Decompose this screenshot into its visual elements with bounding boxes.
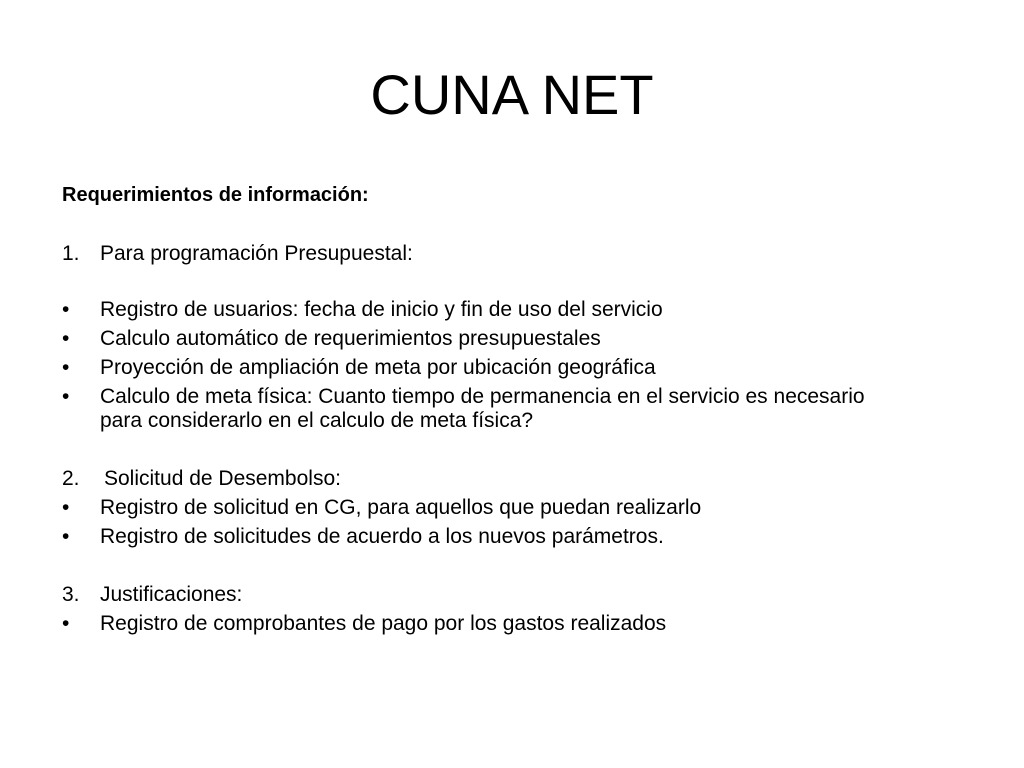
section-title: Justificaciones:: [100, 583, 243, 606]
bullet-icon: •: [62, 385, 70, 408]
bullet-icon: •: [62, 496, 70, 519]
section-title: Solicitud de Desembolso:: [104, 467, 341, 490]
section-title: Para programación Presupuestal:: [100, 242, 413, 265]
bullet-icon: •: [62, 525, 70, 548]
list-item-text: Registro de solicitudes de acuerdo a los nuevos parámetros.: [100, 525, 664, 548]
bullet-icon: •: [62, 356, 70, 379]
section-number: 3.: [62, 583, 80, 606]
requirements-subheading: Requerimientos de información:: [62, 184, 369, 206]
list-item-text: Calculo de meta física: Cuanto tiempo de permanencia en el servicio es necesario para considerarlo en el calculo de meta física?: [100, 385, 865, 432]
bullet-icon: •: [62, 327, 70, 350]
list-item-text: Proyección de ampliación de meta por ubicación geográfica: [100, 356, 656, 379]
slide-title: CUNA NET: [370, 63, 654, 126]
section-number: 1.: [62, 242, 80, 265]
list-item-text: Calculo automático de requerimientos presupuestales: [100, 327, 601, 350]
bullet-icon: •: [62, 298, 70, 321]
bullet-icon: •: [62, 612, 70, 635]
list-item-text: Registro de solicitud en CG, para aquellos que puedan realizarlo: [100, 496, 702, 519]
list-item-text: Registro de usuarios: fecha de inicio y fin de uso del servicio: [100, 298, 663, 321]
list-item-text: Registro de comprobantes de pago por los gastos realizados: [100, 612, 667, 635]
section-number: 2.: [62, 467, 80, 490]
